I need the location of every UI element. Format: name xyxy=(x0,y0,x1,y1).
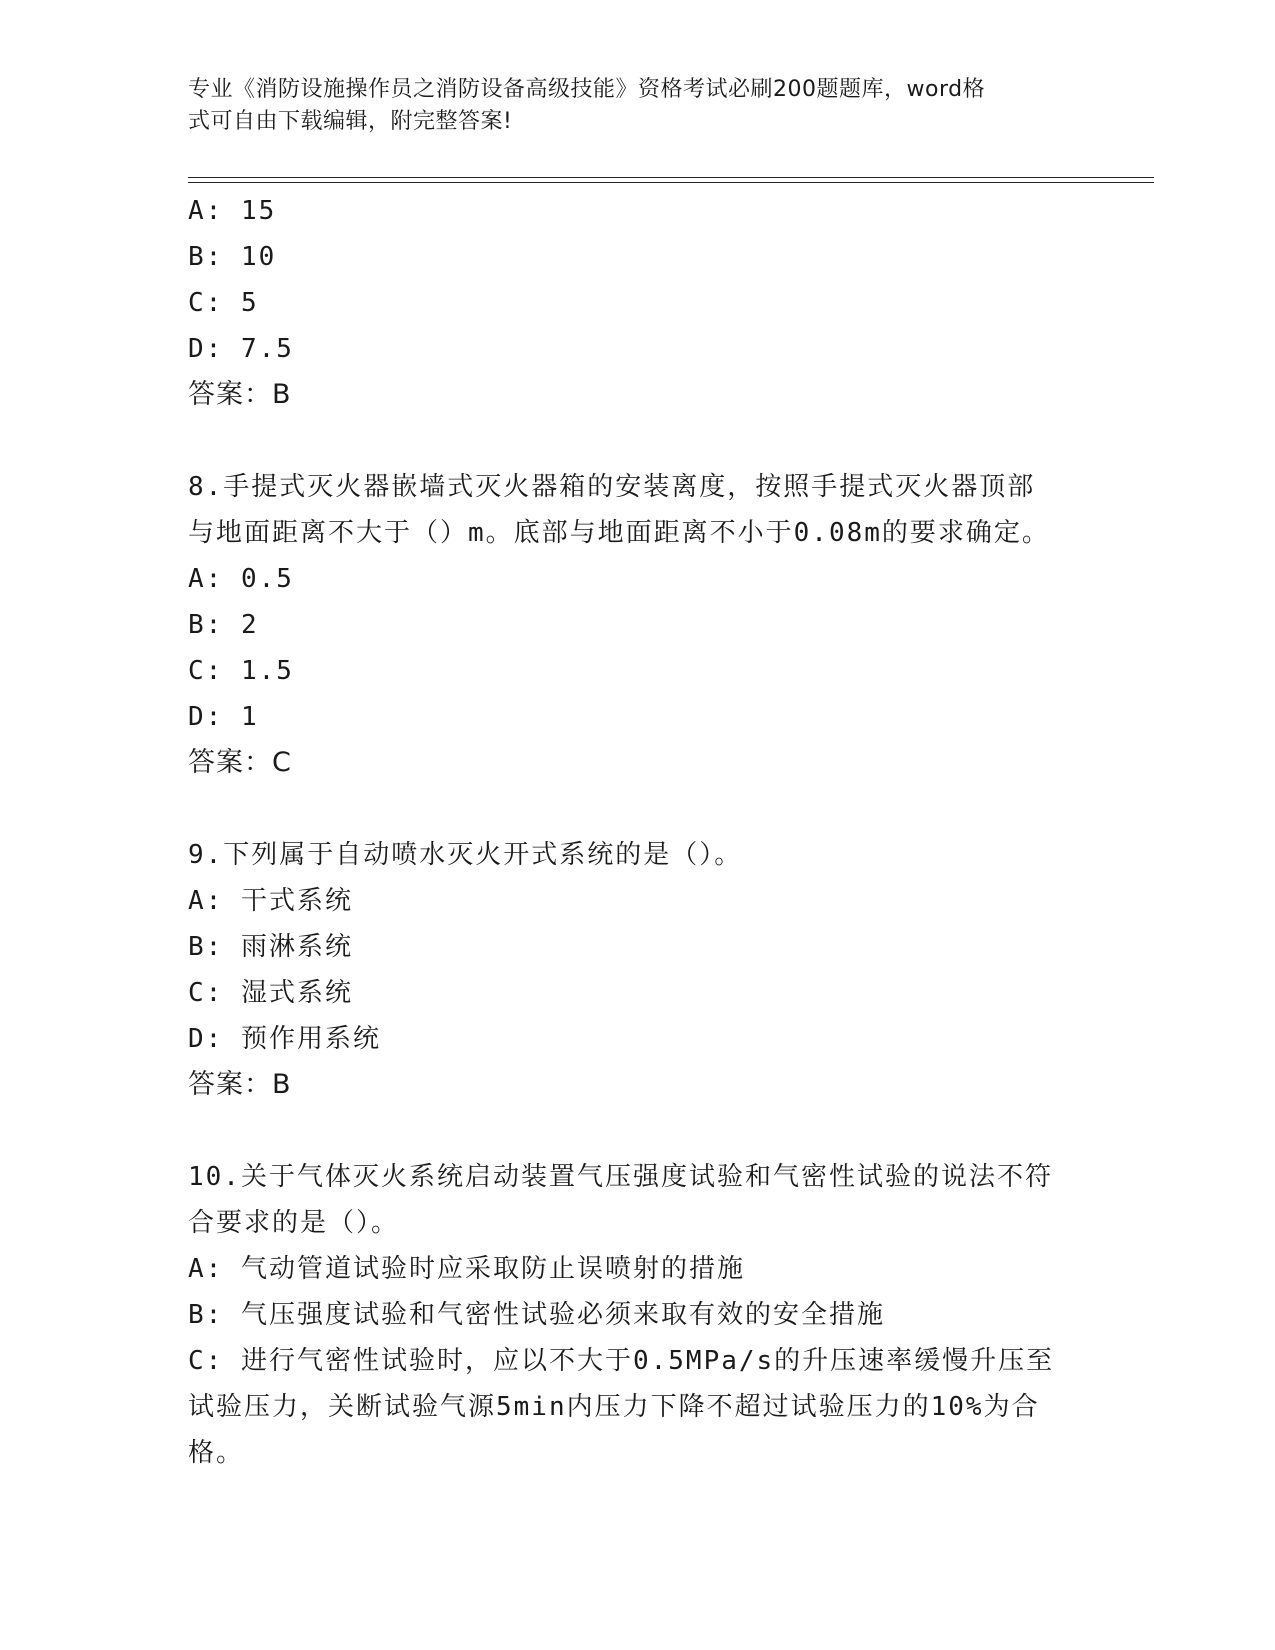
option-c: C: 1.5 xyxy=(188,656,294,686)
question-stem-cont: 合要求的是（）。 xyxy=(188,1208,400,1238)
option-c-cont: 格。 xyxy=(188,1438,245,1468)
option-d: D: 7.5 xyxy=(188,334,294,364)
answer: 答案：B xyxy=(188,379,292,410)
option-b: B: 2 xyxy=(188,610,259,640)
question-stem: 10.关于气体灭火系统启动装置气压强度试验和气密性试验的说法不符 xyxy=(188,1162,1053,1192)
question-stem-cont: 与地面距离不大于（）m。底部与地面距离不小于0.08m的要求确定。 xyxy=(188,518,1050,548)
option-c: C: 5 xyxy=(188,288,259,318)
option-d: D: 预作用系统 xyxy=(188,1024,381,1054)
option-a: A: 0.5 xyxy=(188,564,294,594)
option-a: A: 气动管道试验时应采取防止误喷射的措施 xyxy=(188,1254,745,1284)
question-gap xyxy=(188,1108,1088,1154)
header-rule-bottom xyxy=(188,182,1154,183)
option-b: B: 雨淋系统 xyxy=(188,932,353,962)
question-9 xyxy=(188,832,1088,1108)
option-c: C: 进行气密性试验时，应以不大于0.5MPa/s的升压速率缓慢升压至 xyxy=(188,1346,1055,1376)
option-a: A: 干式系统 xyxy=(188,886,353,916)
question-list xyxy=(188,188,1088,1476)
question-stem: 8.手提式灭火器嵌墙式灭火器箱的安装离度，按照手提式灭火器顶部 xyxy=(188,472,1036,502)
option-c-cont: 试验压力，关断试验气源5min内压力下降不超过试验压力的10%为合 xyxy=(188,1392,1040,1422)
question-stem: 9.下列属于自动喷水灭火开式系统的是（）。 xyxy=(188,840,743,870)
question-10 xyxy=(188,1154,1088,1476)
option-a: A: 15 xyxy=(188,196,277,226)
document-header xyxy=(188,74,1068,138)
answer: 答案：B xyxy=(188,1069,292,1100)
question-7 xyxy=(188,188,1088,418)
header-line-1: 专业《消防设施操作员之消防设备高级技能》资格考试必刷200题题库，word格 xyxy=(188,77,986,102)
answer: 答案：C xyxy=(188,747,292,778)
option-b: B: 气压强度试验和气密性试验必须来取有效的安全措施 xyxy=(188,1300,885,1330)
question-gap xyxy=(188,418,1088,464)
header-rule-top xyxy=(188,177,1154,178)
header-line-2: 式可自由下载编辑，附完整答案! xyxy=(188,109,513,134)
question-8 xyxy=(188,464,1088,786)
option-b: B: 10 xyxy=(188,242,277,272)
question-gap xyxy=(188,786,1088,832)
option-c: C: 湿式系统 xyxy=(188,978,353,1008)
option-d: D: 1 xyxy=(188,702,259,732)
